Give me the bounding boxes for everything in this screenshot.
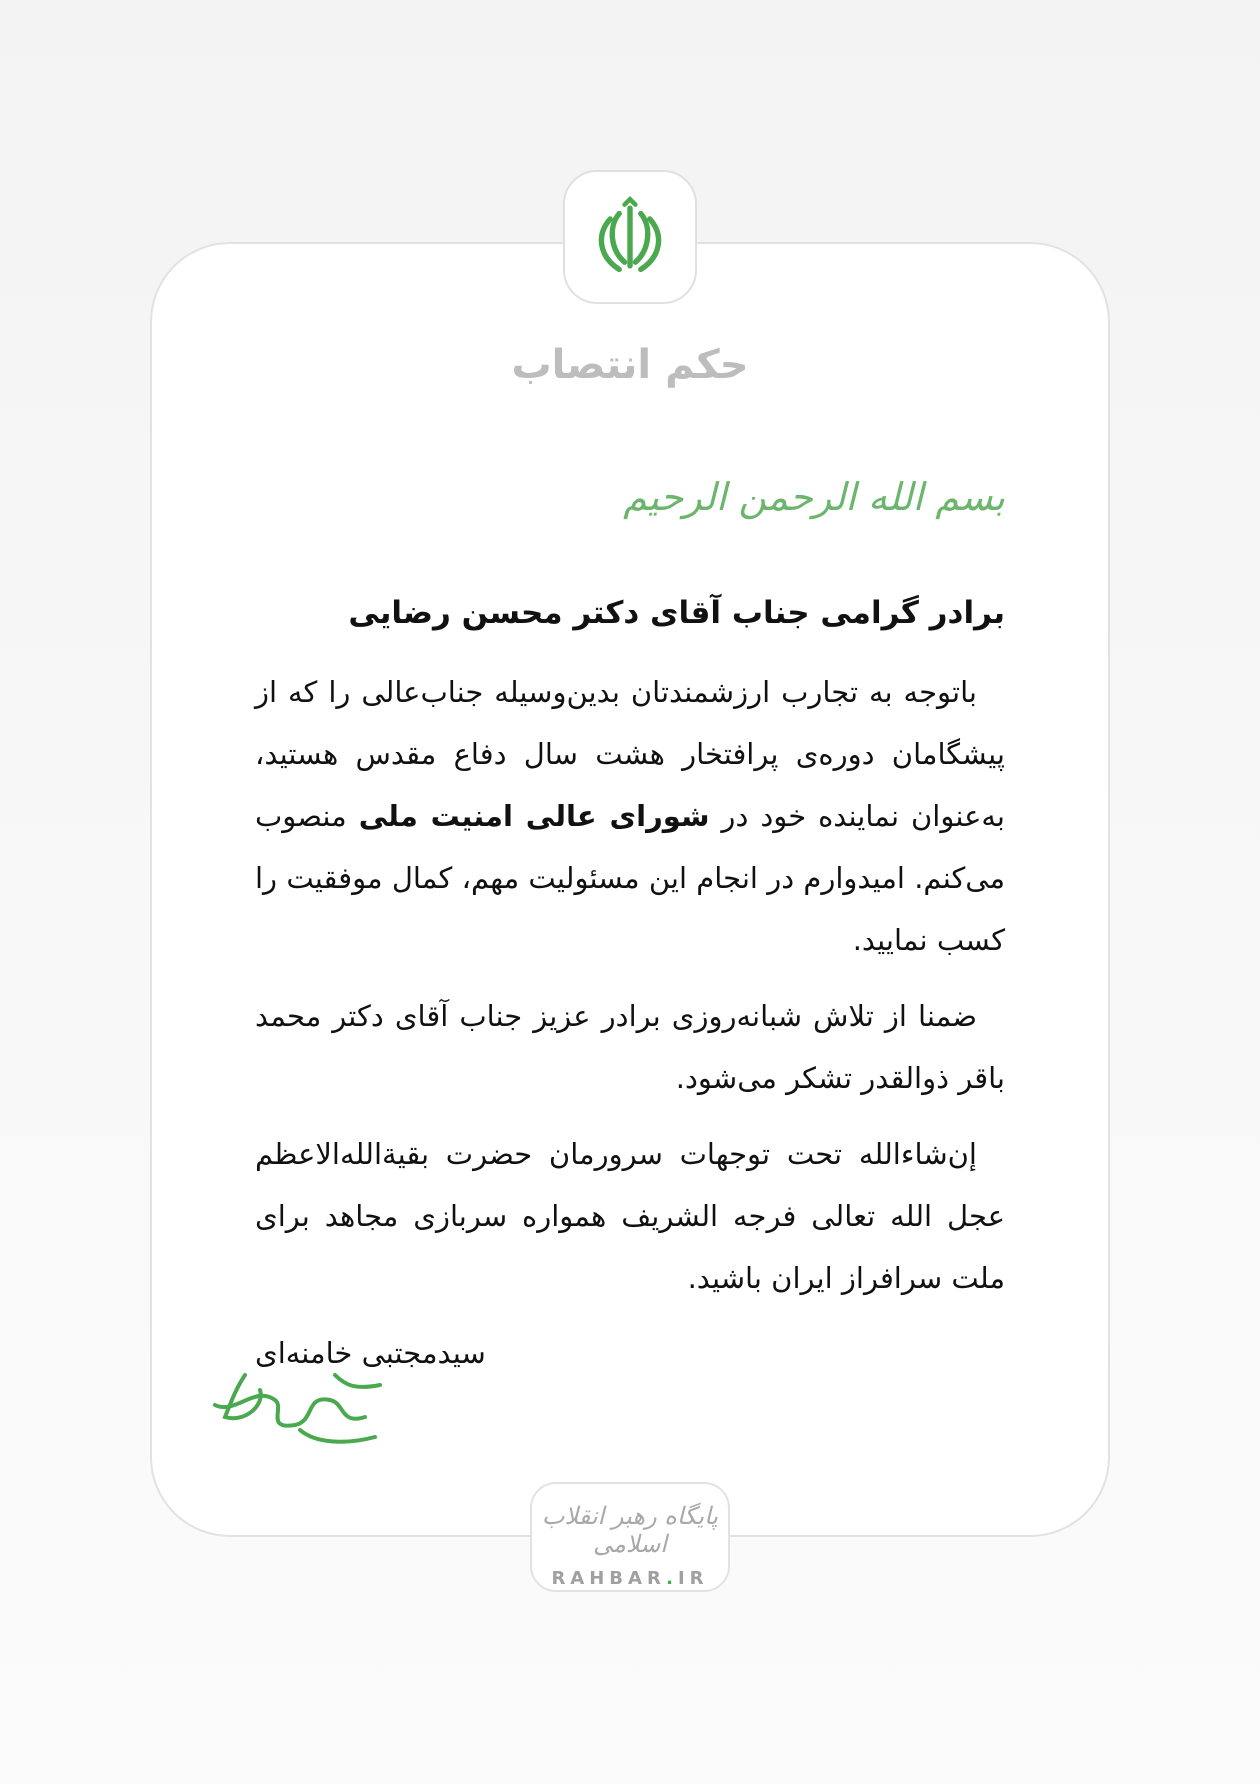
council-name: شورای عالی امنیت ملی (358, 799, 710, 833)
signer-name: سیدمجتبی خامنه‌ای (255, 1336, 486, 1370)
site-url-dot: . (666, 1568, 678, 1589)
site-url-right: IR (677, 1568, 709, 1589)
letter-body (255, 595, 1005, 1323)
paragraph-thanks: ضمنا از تلاش شبانه‌روزی برادر عزیز جناب آقای دکتر محمد باقر ذوالقدر تشکر می‌شود. (255, 999, 1005, 1095)
addressee: برادر گرامی جناب آقای دکتر محسن رضایی (348, 595, 1005, 631)
handwritten-signature (205, 1345, 395, 1455)
paragraph-appointment-part2: منصوب می‌کنم. امیدوارم در انجام این مسئولیت مهم، کمال موفقیت را کسب نمایید. (255, 799, 1005, 957)
paragraph-appointment (255, 661, 1005, 971)
site-logo (530, 1482, 730, 1592)
bismillah-calligraphy: بسم الله الرحمن الرحیم (623, 475, 1005, 519)
site-url (532, 1568, 728, 1589)
paragraph-appointment-part1: باتوجه به تجارب ارزشمندتان بدین‌وسیله جناب‌عالی را که از پیشگامان دوره‌ی پرافتخار هشت سال دفاع مقدس هستید، به‌عنوان نماینده خود در (255, 675, 1005, 833)
page-title: حکم انتصاب (511, 342, 749, 388)
emblem-badge (563, 170, 697, 304)
site-logo-script: پایگاه رهبر انقلاب اسلامی (541, 1502, 719, 1558)
site-url-left: RAHBAR (551, 1568, 667, 1589)
iran-emblem-icon (585, 192, 675, 282)
paragraph-prayer: إن‌شاءالله تحت توجهات سرورمان حضرت بقیة‌الله‌الاعظم عجل الله تعالی فرجه الشریف همواره سربازی مجاهد برای ملت سرافراز ایران باشید. (255, 1137, 1005, 1295)
